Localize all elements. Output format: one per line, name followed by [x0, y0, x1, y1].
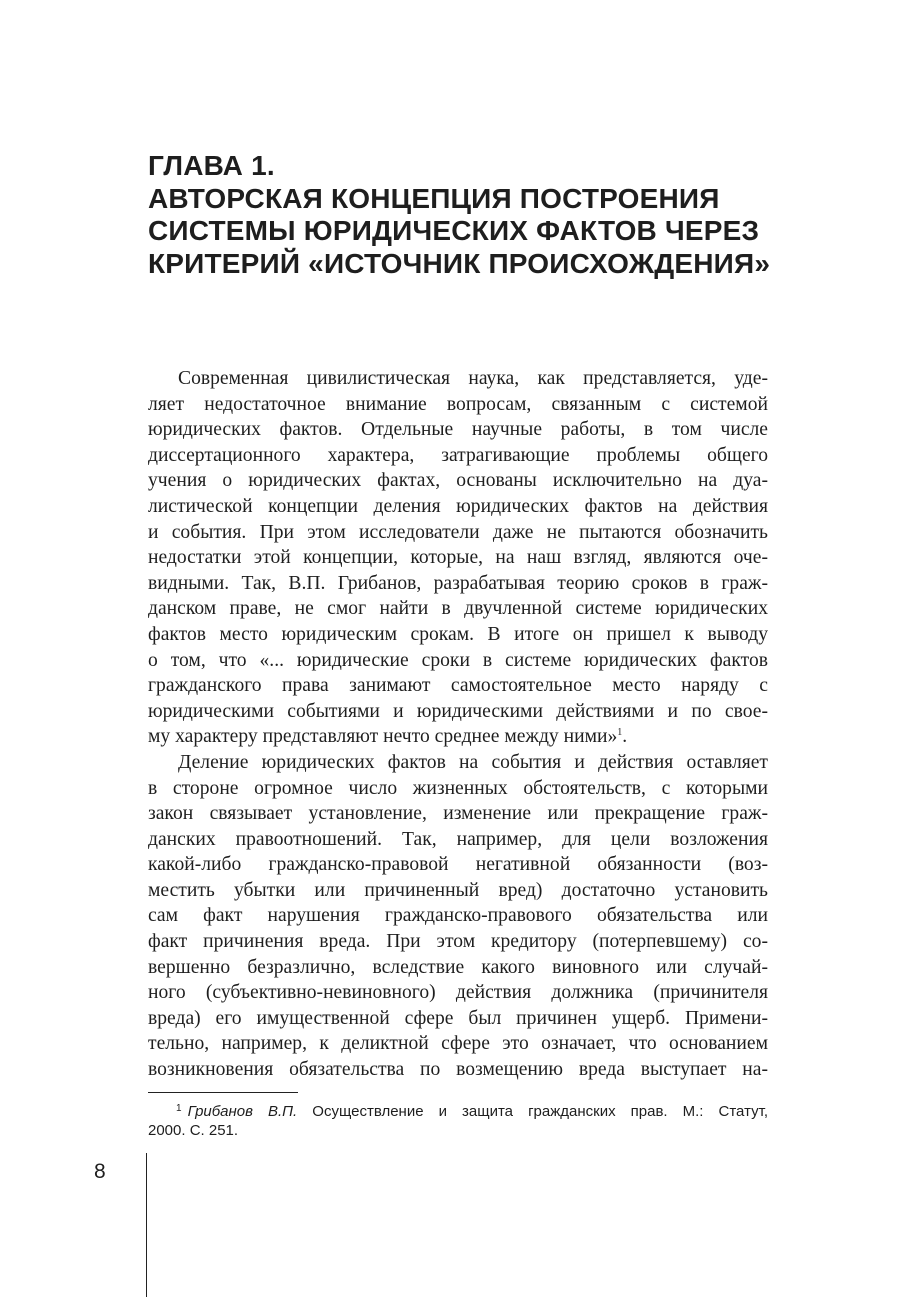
text-line: ного (субъективно-невиновного) действия должника (причинителя: [148, 982, 768, 1004]
footnote: [148, 1098, 768, 1142]
text-line: фактов место юридическим срокам. В итоге он пришел к выводу: [148, 623, 768, 645]
text-line: учения о юридических фактах, основаны исключительно на дуа-: [148, 470, 768, 492]
paragraph-2: [148, 750, 768, 1083]
text-line: возникновения обязательства по возмещению вреда выступает на-: [148, 1059, 768, 1081]
chapter-heading: [148, 150, 848, 280]
text-line: недостатки этой концепции, которые, на наш взгляд, являются оче-: [148, 547, 768, 569]
sentence-end: .: [622, 726, 628, 748]
text-line: гражданского права занимают самостоятельное место наряду с: [148, 675, 768, 697]
text-line: юридических фактов. Отдельные научные работы, в том числе: [148, 419, 768, 441]
body-text: [148, 366, 768, 1083]
text-line-text: му характеру представляют нечто среднее между ними»: [148, 726, 618, 748]
chapter-heading-line: АВТОРСКАЯ КОНЦЕПЦИЯ ПОСТРОЕНИЯ: [148, 182, 720, 214]
text-line: ляет недостаточное внимание вопросам, связанным с системой: [148, 393, 768, 415]
text-line: тельно, например, к деликтной сфере это означает, что основанием: [148, 1033, 768, 1055]
text-line: юридическими событиями и юридическими действиями и по свое-: [148, 700, 768, 722]
page-number: 8: [94, 1160, 106, 1183]
footnote-line: [148, 1098, 768, 1120]
footnote-line: 2000. С. 251.: [148, 1122, 239, 1139]
text-line: сам факт нарушения гражданско-правового обязательства или: [148, 905, 768, 927]
text-line: диссертационного характера, затрагивающие проблемы общего: [148, 444, 768, 466]
paragraph-1: [148, 366, 768, 750]
footnote-number: 1: [176, 1103, 182, 1114]
text-line: какой-либо гражданско-правовой негативной обязанности (воз-: [148, 854, 768, 876]
text-line: данских правоотношений. Так, например, для цели возложения: [148, 828, 768, 850]
text-line: в стороне огромное число жизненных обстоятельств, с которыми: [148, 777, 768, 799]
margin-rule: [146, 1153, 147, 1297]
text-line: местить убытки или причиненный вред) достаточно установить: [148, 879, 768, 901]
text-line: и события. При этом исследователи даже не пытаются обозначить: [148, 521, 768, 543]
text-line: вреда) его имущественной сфере был причинен ущерб. Примени-: [148, 1007, 768, 1029]
chapter-heading-line: ГЛАВА 1.: [148, 150, 275, 181]
footnote-text: Осуществление и защита гражданских прав. М.: Статут,: [297, 1103, 768, 1120]
text-line: вершенно безразлично, вследствие какого виновного или случай-: [148, 956, 768, 978]
text-line: видными. Так, В.П. Грибанов, разрабатывая теорию сроков в граж-: [148, 572, 768, 594]
footnote-divider: [148, 1092, 298, 1093]
chapter-heading-line: КРИТЕРИЙ «ИСТОЧНИК ПРОИСХОЖДЕНИЯ»: [148, 247, 771, 279]
chapter-heading-line: СИСТЕМЫ ЮРИДИЧЕСКИХ ФАКТОВ ЧЕРЕЗ: [148, 215, 760, 246]
footnote-ref[interactable]: 1: [617, 727, 623, 739]
text-line: листической концепции деления юридических фактов на действия: [148, 495, 768, 517]
text-line: закон связывает установление, изменение или прекращение граж-: [148, 803, 768, 825]
text-line: Деление юридических фактов на события и действия оставляет: [178, 751, 768, 773]
text-line-last: [148, 724, 768, 750]
text-line: Современная цивилистическая наука, как представляется, уде-: [178, 368, 768, 389]
text-line: данском праве, не смог найти в двучленной системе юридических: [148, 598, 768, 620]
footnote-author: Грибанов В.П.: [187, 1103, 298, 1120]
text-line: факт причинения вреда. При этом кредитору (потерпевшему) со-: [148, 931, 768, 953]
text-line: о том, что «... юридические сроки в системе юридических фактов: [148, 649, 768, 671]
